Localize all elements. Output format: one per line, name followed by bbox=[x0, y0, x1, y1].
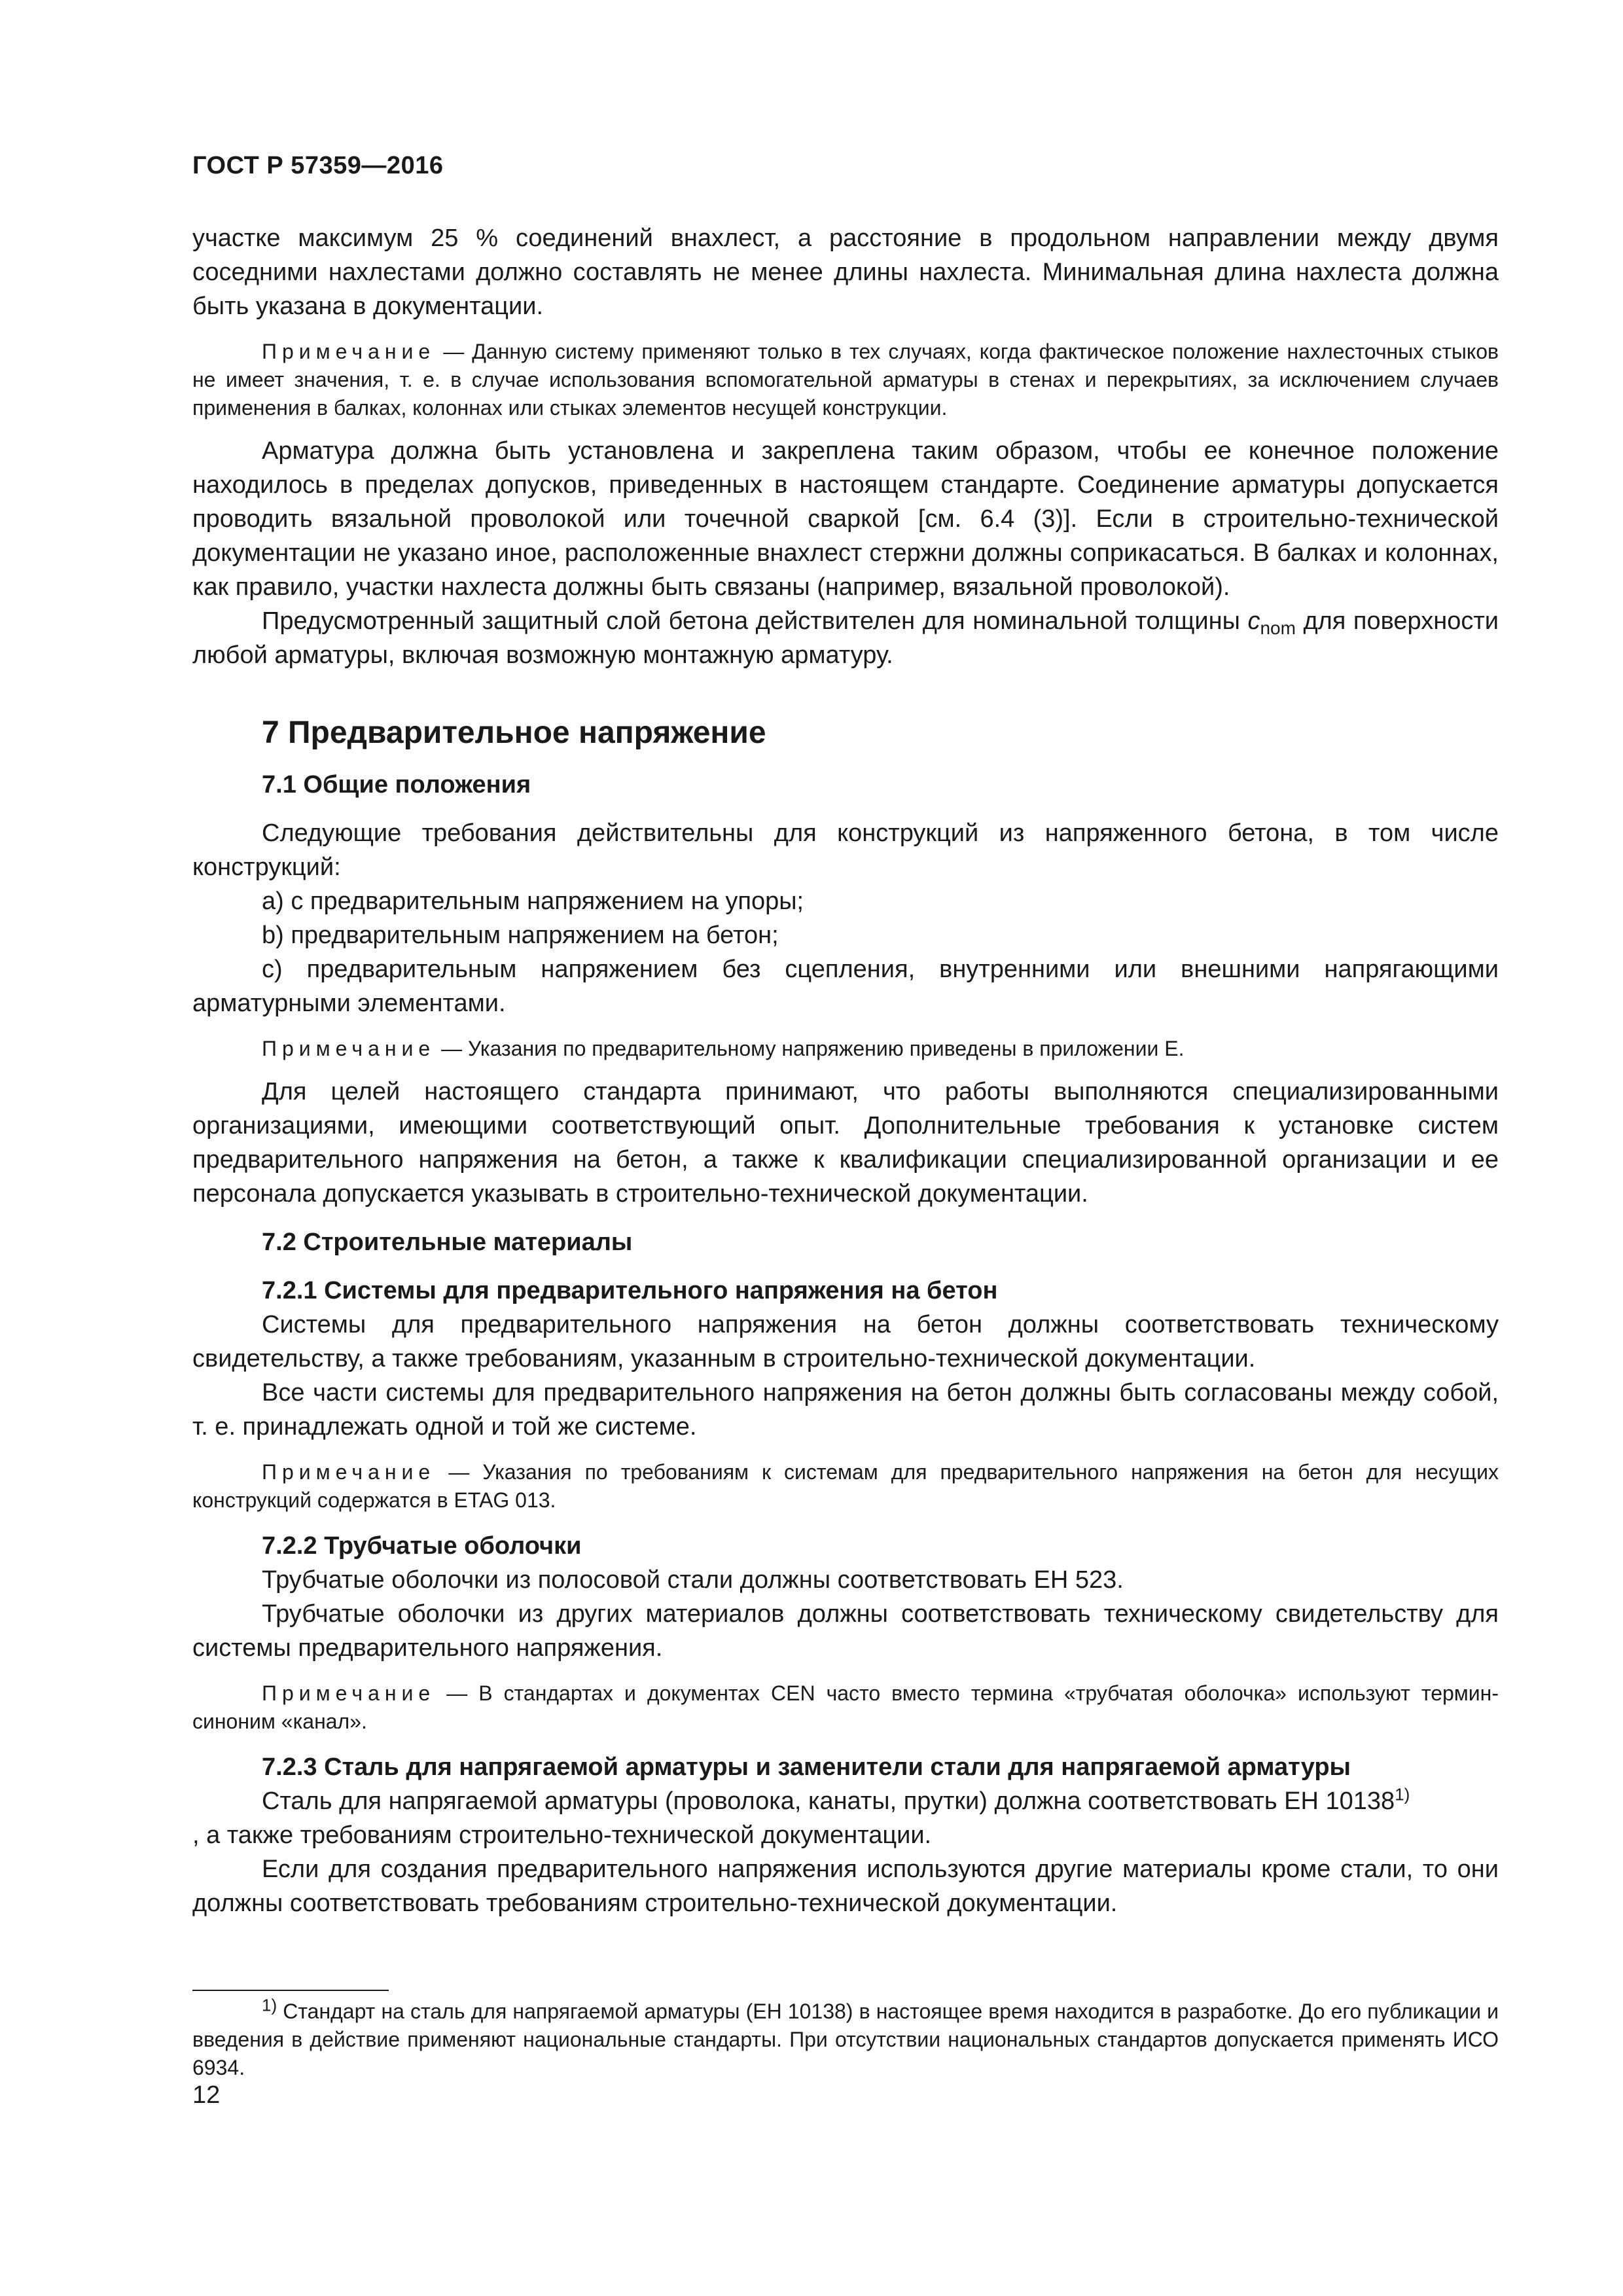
document-body bbox=[192, 221, 1499, 1920]
list-item-c: c) предварительным напряжением без сцепления, внутренними или внешними напрягающими арматурными элементами. bbox=[192, 956, 1499, 1017]
section-7-2-3-title: 7.2.3 Сталь для напрягаемой арматуры и заменители стали для напрягаемой арматуры bbox=[262, 1753, 1351, 1781]
footnote-divider bbox=[192, 1990, 389, 1991]
note-label: Примечание bbox=[262, 340, 436, 363]
section-7-1-title: 7.1 Общие положения bbox=[262, 771, 531, 798]
paragraph-7-2-2-a: Трубчатые оболочки из полосовой стали должны соответствовать ЕН 523. bbox=[262, 1566, 1124, 1594]
paragraph-7-2-3-a-tail: , а также требованиям строительно-технической документации. bbox=[192, 1821, 932, 1849]
footnote-text: Стандарт на сталь для напрягаемой арматуры (ЕН 10138) в настоящее время находится в разработке. До его публикации и введения в действие применяют национальные стандарты. При отсутствии национальных стандартов допускается применять ИСО 6934. bbox=[192, 2000, 1499, 2079]
note-label: Примечание bbox=[262, 1460, 436, 1484]
note-text: — В стандартах и документах CEN часто вместо термина «трубчатая оболочка» используют термин-синоним «канал». bbox=[192, 1681, 1499, 1733]
section-7-2-2-title: 7.2.2 Трубчатые оболочки bbox=[262, 1532, 582, 1560]
c-letter: c bbox=[1247, 607, 1260, 635]
note-label: Примечание bbox=[262, 1037, 436, 1060]
paragraph-7-1-organizations: Для целей настоящего стандарта принимают, что работы выполняются специализированными организациями, имеющими соответствующий опыт. Дополнительные требования к установке систем предварительного напряжения на бетон, а также к квалификации специализированной организации и ее персонала допускается указывать в строительно-технической документации. bbox=[192, 1078, 1499, 1208]
section-7-title: 7 Предварительное напряжение bbox=[262, 715, 766, 750]
footnote-ref[interactable]: 1) bbox=[1395, 1784, 1410, 1804]
paragraph-lap-joints: участке максимум 25 % соединений внахлест, а расстояние в продольном направлении между двумя соседними нахлестами должно составлять не менее длины нахлеста. Минимальная длина нахлеста должна быть указана в документации. bbox=[192, 224, 1499, 320]
cover-text-before: Предусмотренный защитный слой бетона действителен для номинальной толщины bbox=[262, 607, 1248, 635]
paragraph-7-2-3-a bbox=[192, 1784, 1499, 1818]
section-7-2-title: 7.2 Строительные материалы bbox=[262, 1229, 633, 1256]
note-7-2-2 bbox=[192, 1679, 1499, 1736]
footnote bbox=[192, 1995, 1499, 2082]
footnote-mark: 1) bbox=[262, 1995, 277, 2015]
paragraph-7-2-1-a: Системы для предварительного напряжения на бетон должны соответствовать техническому свидетельству, а также требованиям, указанным в строительно-технической документации. bbox=[192, 1311, 1499, 1372]
c-nom-symbol bbox=[1247, 607, 1260, 635]
paragraph-7-2-2-b: Трубчатые оболочки из других материалов должны соответствовать техническому свидетельству для системы предварительного напряжения. bbox=[192, 1600, 1499, 1662]
list-item-b: b) предварительным напряжением на бетон; bbox=[262, 922, 779, 949]
note-text: — Указания по предварительному напряжению приведены в приложении Е. bbox=[435, 1037, 1185, 1060]
document-header-code: ГОСТ Р 57359—2016 bbox=[192, 152, 444, 179]
section-7-2-1-title: 7.2.1 Системы для предварительного напряжения на бетон bbox=[262, 1277, 998, 1304]
paragraph-reinforcement-fixing: Арматура должна быть установлена и закреплена таким образом, чтобы ее конечное положение находилось в пределах допусков, приведенных в настоящем стандарте. Соединение арматуры допускается проводить вязальной проволокой или точечной сваркой [см. 6.4 (3)]. Если в строительно-технической документации не указано иное, расположенные внахлест стержни должны соприкасаться. В балках и колоннах, как правило, участки нахлеста должны быть связаны (например, вязальной проволокой). bbox=[192, 437, 1499, 601]
page-number: 12 bbox=[192, 2081, 221, 2109]
paragraph-7-2-3-b: Если для создания предварительного напряжения используются другие материалы кроме стали, то они должны соответствовать требованиям строительно-технической документации. bbox=[192, 1856, 1499, 1917]
paragraph-7-2-1-b: Все части системы для предварительного напряжения на бетон должны быть согласованы между собой, т. е. принадлежать одной и той же системе. bbox=[192, 1379, 1499, 1441]
paragraph-concrete-cover bbox=[192, 604, 1499, 672]
cover-text-after: для поверхности любой арматуры, включая возможную монтажную арматуру. bbox=[192, 607, 1499, 669]
note-text: — Указания по требованиям к системам для предварительного напряжения на бетон для несущих конструкций содержатся в ETAG 013. bbox=[192, 1460, 1499, 1512]
note-7-1 bbox=[192, 1035, 1499, 1063]
note-text: — Данную систему применяют только в тех случаях, когда фактическое положение нахлесточных стыков не имеет значения, т. е. в случае использования вспомогательной арматуры в стенах и перекрытиях, за исключением случаев применения в балках, колоннах или стыках элементов несущей конструкции. bbox=[192, 340, 1499, 420]
list-item-a: a) с предварительным напряжением на упоры; bbox=[262, 888, 804, 915]
note-label: Примечание bbox=[262, 1681, 436, 1705]
paragraph-7-1-intro: Следующие требования действительны для конструкций из напряженного бетона, в том числе конструкций: bbox=[192, 819, 1499, 881]
note-7-2-1 bbox=[192, 1458, 1499, 1515]
steel-text: Сталь для напрягаемой арматуры (проволока, канаты, прутки) должна соответствовать ЕН 10138 bbox=[262, 1787, 1395, 1815]
nom-subscript: nom bbox=[1260, 618, 1296, 638]
note-lap-joints bbox=[192, 338, 1499, 422]
